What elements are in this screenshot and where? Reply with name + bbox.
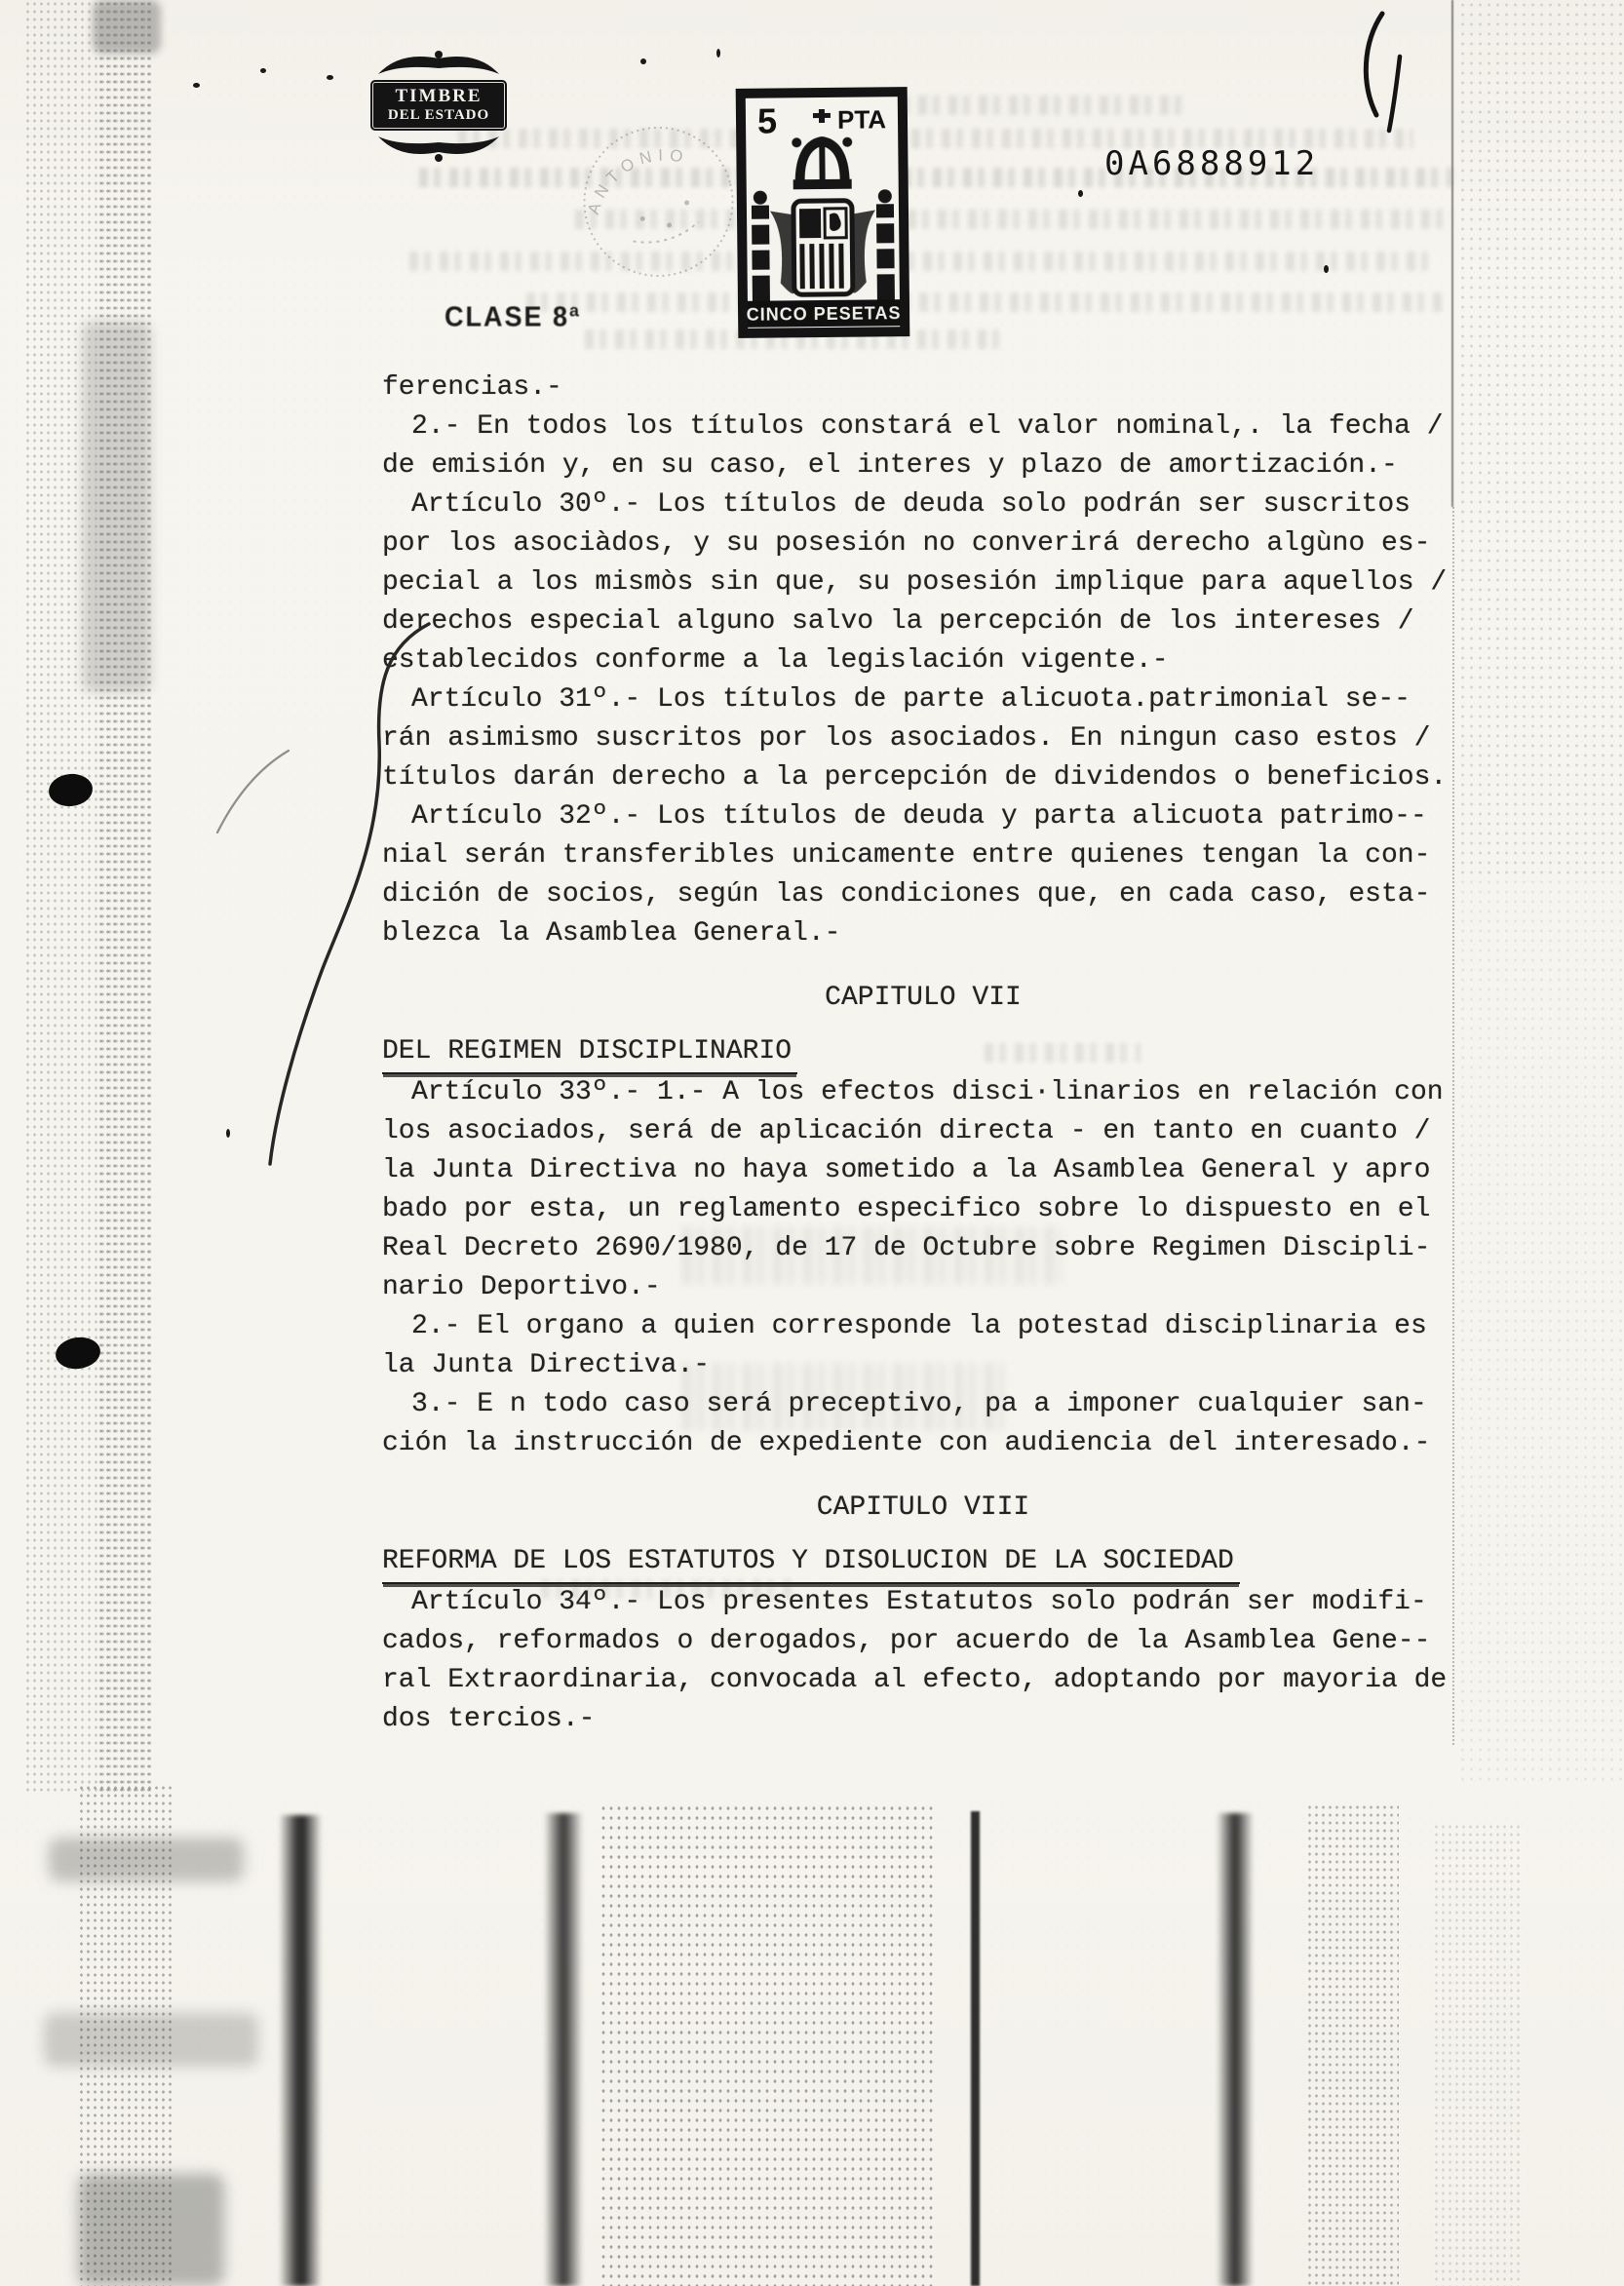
chapter-heading: CAPITULO VIII xyxy=(816,1492,1030,1523)
scan-artifact-band xyxy=(0,1784,1624,2286)
handwritten-mark xyxy=(1389,57,1400,131)
document-line: establecidos conforme a la legislación vigente.- xyxy=(382,645,1169,676)
document-line: dición de socios, según las condiciones que, en cada caso, esta- xyxy=(382,879,1431,910)
document-line: la Junta Directiva.- xyxy=(382,1350,711,1380)
document-line: blezca la Asamblea General.- xyxy=(382,918,841,949)
emblem-text-line1: TIMBRE xyxy=(395,86,483,106)
document-line: ción la instrucción de expediente con audiencia del interesado.- xyxy=(382,1428,1431,1458)
document-line: títulos darán derecho a la percepción de dividendos o beneficios. xyxy=(382,762,1448,793)
chapter-heading: CAPITULO VII xyxy=(825,983,1022,1013)
document-line: Artículo 32º.- Los títulos de deuda y parta alicuota patrimo-- xyxy=(411,801,1427,832)
document-line: por los asociàdos, y su posesión no converirá derecho algùno es- xyxy=(382,528,1431,559)
document-line: pecial a los mismòs sin que, su posesión implique para aquellos / xyxy=(382,567,1448,598)
stamp-value: 5 xyxy=(756,100,778,141)
document-line: de emisión y, en su caso, el interes y plazo de amortización.- xyxy=(382,450,1398,481)
document-line: ral Extraordinaria, convocada al efecto, adoptando por mayoria de xyxy=(382,1665,1448,1695)
stamp-currency: PTA xyxy=(836,104,887,135)
rubber-stamp-arc-text: ANTONIO xyxy=(583,145,691,217)
scan-streak-thin xyxy=(971,1811,980,2286)
document-line: 2.- En todos los títulos constará el valor nominal,. la fecha / xyxy=(411,411,1444,442)
emblem-text-line2: DEL ESTADO xyxy=(387,107,490,123)
document-line: cados, reformados o derogados, por acuerdo de la Asamblea Gene-- xyxy=(382,1626,1431,1656)
document-line: Artículo 33º.- 1.- A los efectos disci·linarios en relación con xyxy=(411,1077,1444,1107)
document-line: nial serán transferibles unicamente entre quienes tengan la con- xyxy=(382,840,1431,871)
artifact-dot-band xyxy=(1433,1823,1521,2286)
scan-streak xyxy=(279,1815,322,2286)
section-heading: DEL REGIMEN DISCIPLINARIO xyxy=(382,1032,1464,1071)
stamp-serial-number: 0A6888912 xyxy=(1104,144,1320,183)
document-line: ferencias.- xyxy=(382,372,562,403)
scan-smudge xyxy=(49,1838,244,1881)
scan-smudge xyxy=(44,2013,258,2067)
clase-label: CLASE 8ª xyxy=(445,301,582,332)
scan-smudge xyxy=(78,2174,224,2286)
handwritten-mark xyxy=(1366,14,1382,115)
stamp-denomination: CINCO PESETAS xyxy=(746,303,902,325)
document-line: dos tercios.- xyxy=(382,1704,596,1734)
pen-stroke-arc xyxy=(217,751,289,833)
document-line: derechos especial alguno salvo la percepción de los intereses / xyxy=(382,606,1414,637)
document-line: Artículo 34º.- Los presentes Estatutos solo podrán ser modifi- xyxy=(411,1587,1427,1617)
artifact-dot-band xyxy=(599,1803,936,2286)
document-line: 3.- E n todo caso será preceptivo, pa a imponer cualquier san- xyxy=(411,1389,1427,1419)
pen-stroke-curve xyxy=(270,624,429,1164)
document-line: Real Decreto 2690/1980, de 17 de Octubre sobre Regimen Discipli- xyxy=(382,1233,1431,1263)
document-line: 2.- El organo a quien corresponde la potestad disciplinaria es xyxy=(411,1311,1427,1341)
artifact-dot-band xyxy=(1306,1803,1399,2286)
scan-streak xyxy=(1217,1813,1254,2286)
document-line: los asociados, será de aplicación directa - en tanto en cuanto / xyxy=(382,1116,1431,1146)
section-heading: REFORMA DE LOS ESTATUTOS Y DISOLUCION DE LA SOCIEDAD xyxy=(382,1542,1464,1581)
document-line: la Junta Directiva no haya sometido a la Asamblea General y apro xyxy=(382,1155,1431,1185)
document-line: rán asimismo suscritos por los asociados. En ningun caso estos / xyxy=(382,723,1431,754)
document-line: nario Deportivo.- xyxy=(382,1272,661,1302)
document-line: Artículo 30º.- Los títulos de deuda solo podrán ser suscritos xyxy=(411,489,1411,520)
document-line: bado por esta, un reglamento especifico sobre lo dispuesto en el xyxy=(382,1194,1431,1224)
document-line: Artículo 31º.- Los títulos de parte alicuota.patrimonial se-- xyxy=(411,684,1411,715)
scan-streak xyxy=(544,1813,583,2286)
